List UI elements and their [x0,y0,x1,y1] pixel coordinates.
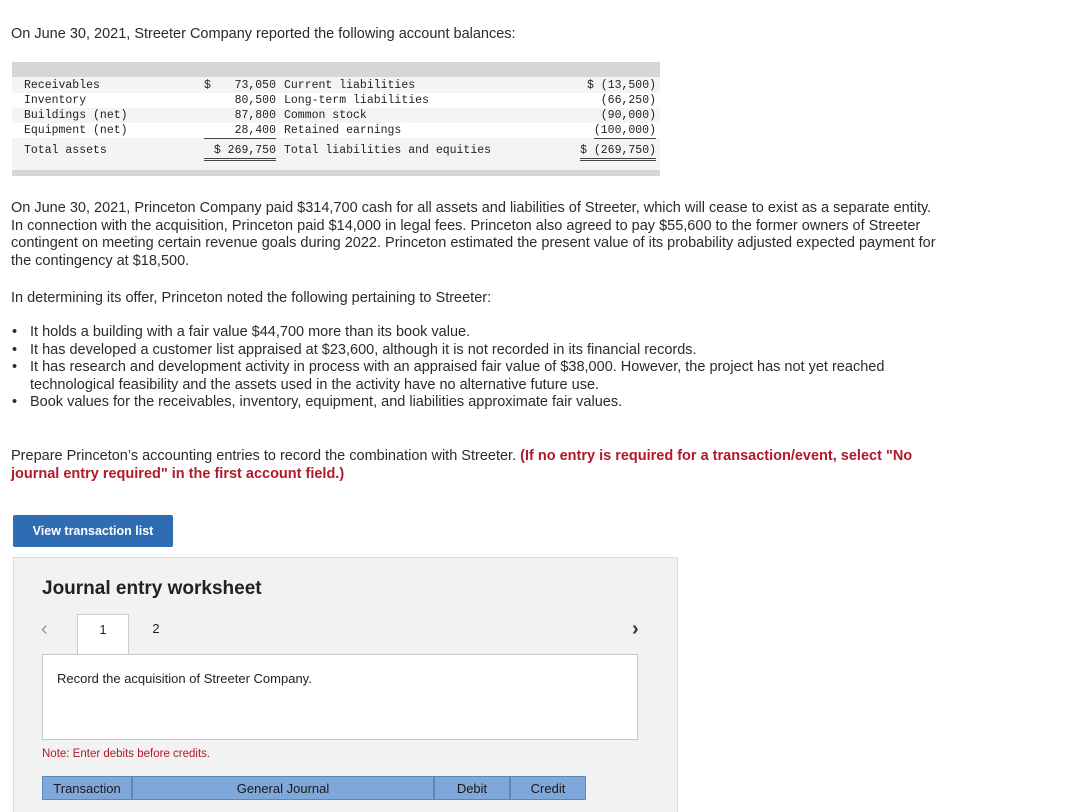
column-header-general-journal: General Journal [132,776,434,800]
instruction-note: (If no entry is required for a transaction/event, select "No journal entry required" in the first account field.) [11,448,913,482]
balance-sheet-table [12,62,660,176]
asset-label: Equipment (net) [24,124,128,137]
dollar-sign: $ [204,79,211,92]
table-row [12,123,660,138]
entry-description-box [42,654,638,740]
total-liabilities-label: Total liabilities and equities [284,144,492,157]
list-item: • It has research and development activity in process with an appraised fair value of $38,000. However, the project has not yet reached technological feasibility and the assets used in the activity have no alternative future use. [20,359,920,394]
entry-note: Note: Enter debits before credits. [42,748,211,760]
list-item: • Book values for the receivables, inventory, equipment, and liabilities approximate fair values. [20,394,920,412]
asset-amount: 73,050 [234,79,276,92]
liability-label: Retained earnings [284,124,402,137]
facts-list [20,324,920,412]
total-assets-label: Total assets [24,144,107,157]
intro-text: On June 30, 2021, Streeter Company reported the following account balances: [11,26,516,42]
liability-label: Common stock [284,109,367,122]
acquisition-paragraph: On June 30, 2021, Princeton Company paid $314,700 cash for all assets and liabilities of Streeter, which will cease to exist as a separate entity. In connection with the acquisition, Princeton paid $14,000 in legal fees. Princeton also agreed to pay $55,600 to the former owners of Streeter contingent on meeting certain revenue goals during 2022. Princeton estimated the present value of its probability adjusted expected payment for the contingency at $18,500. [11,200,936,269]
table-row [12,108,660,123]
list-item: • It has developed a customer list appraised at $23,600, although it is not recorded in its financial records. [20,342,920,360]
instruction-main: Prepare Princeton’s accounting entries to record the combination with Streeter. [11,448,517,464]
column-header-credit: Credit [510,776,586,800]
total-assets-amount: $ 269,750 [204,143,276,161]
liability-amount: (100,000) [593,124,656,137]
table-row [12,93,660,108]
liability-amount: (66,250) [600,94,656,107]
table-total-row [12,143,660,161]
worksheet-title: Journal entry worksheet [42,578,262,599]
offer-paragraph: In determining its offer, Princeton noted the following pertaining to Streeter: [11,290,492,306]
instruction-text [11,448,961,483]
journal-entry-worksheet [13,557,678,812]
asset-label: Receivables [24,79,100,92]
entry-description: Record the acquisition of Streeter Company. [57,671,312,686]
column-header-debit: Debit [434,776,510,800]
chevron-left-icon[interactable]: ‹ [41,618,48,640]
liability-label: Long-term liabilities [284,94,429,107]
column-header-transaction: Transaction [42,776,132,800]
tab-1[interactable]: 1 [77,614,129,655]
liability-amount: $ (13,500) [586,79,656,92]
table-bottom-bar [12,170,660,176]
asset-label: Inventory [24,94,87,107]
tab-2[interactable]: 2 [152,621,160,636]
total-liabilities-amount: $ (269,750) [580,143,656,161]
table-top-bar [12,62,660,77]
view-transaction-list-button[interactable]: View transaction list [13,515,173,547]
asset-amount: 28,400 [204,123,276,139]
asset-amount: 87,800 [234,109,276,122]
asset-amount: 80,500 [234,94,276,107]
liability-label: Current liabilities [284,79,416,92]
asset-label: Buildings (net) [24,109,128,122]
table-row [12,78,660,93]
chevron-right-icon[interactable]: › [632,618,639,640]
list-item: • It holds a building with a fair value $44,700 more than its book value. [20,324,920,342]
liability-amount: (90,000) [600,109,656,122]
